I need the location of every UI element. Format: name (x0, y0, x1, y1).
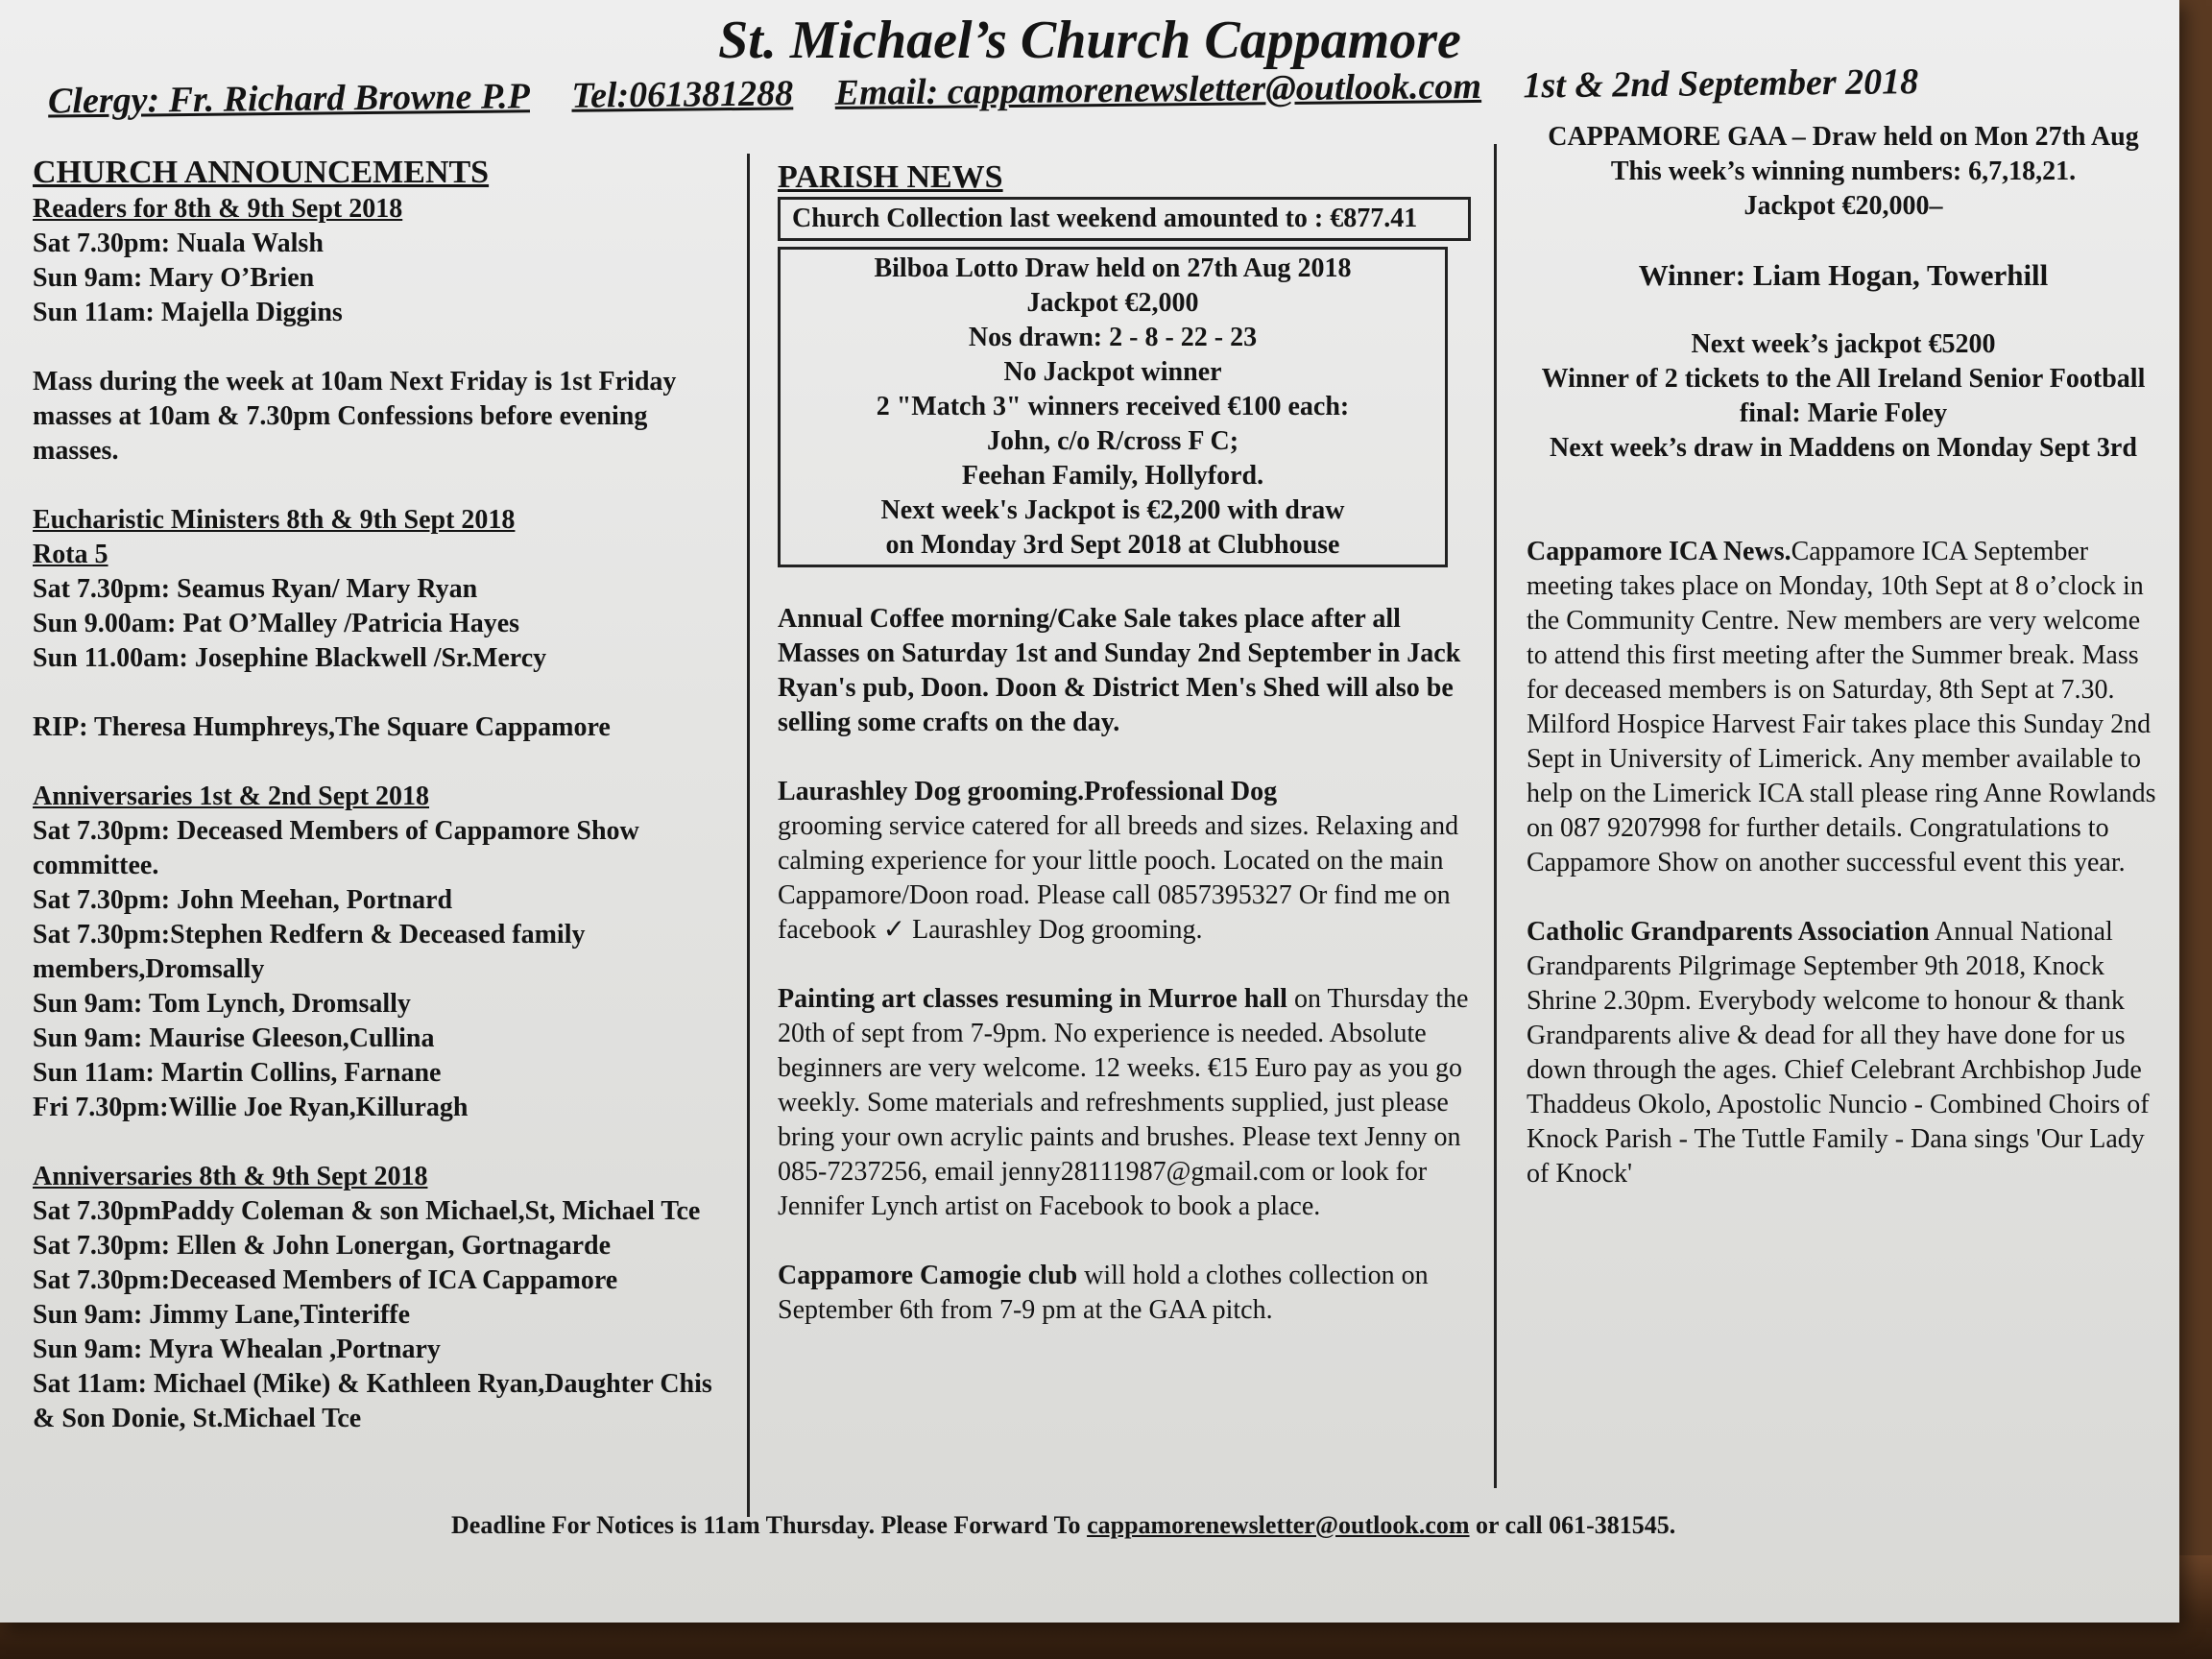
list-item: Sun 9.00am: Pat O’Malley /Patricia Hayes (33, 609, 520, 638)
list-item: Sun 9am: Maurise Gleeson,Cullina (33, 1023, 435, 1053)
art-classes (778, 982, 1469, 1224)
issue-dates: 1st & 2nd September 2018 (1523, 61, 1919, 107)
list-item: Fri 7.30pm:Willie Joe Ryan,Killuragh (33, 1093, 469, 1122)
anniversaries-title: Anniversaries 1st & 2nd Sept 2018 (33, 781, 430, 811)
ica-body: Cappamore ICA September meeting takes place on Monday, 10th Sept at 8 o’clock in the Community Centre. New members are very welcome to attend this first meeting after the Summer break. Mass for deceased members is on Saturday, 8th Sept at 7.30. Milford Hospice Harvest Fair takes place this Sunday 2nd Sept in University of Limerick. Any member available to help on the Limerick ICA stall please ring Anne Rowlands on 087 9207998 for further details. Congratulations to Cappamore Show on another successful event this year. (1527, 537, 2156, 878)
gaa-line: Winner of 2 tickets to the All Ireland Senior Football final: Marie Foley (1541, 364, 2146, 428)
collection-box (778, 197, 1471, 241)
footer-email: cappamorenewsletter@outlook.com (1087, 1511, 1470, 1539)
column-divider (1494, 144, 1497, 1488)
list-item: Sat 7.30pmPaddy Coleman & son Michael,St, Michael Tce (33, 1196, 701, 1226)
gaa-line: This week’s winning numbers: 6,7,18,21. (1610, 156, 2077, 186)
list-item: Sat 11am: Michael (Mike) & Kathleen Ryan,Daughter Chis & Son Donie, St.Michael Tce (33, 1369, 712, 1433)
list-item: Sat 7.30pm: Nuala Walsh (33, 228, 324, 258)
footer (451, 1511, 1675, 1540)
art-body: on Thursday the 20th of sept from 7-9pm. No experience is needed. Absolute beginners are very welcome. 12 weeks. €15 Euro pay as you go weekly. Some materials and refreshments supplied, just please bring your own acrylic paints and brushes. Please text Jenny on 085-7237256, email jenny28111987@gmail.com or look for Jennifer Lynch artist on Facebook to book a place. (778, 984, 1469, 1221)
list-item: Sun 11am: Majella Diggins (33, 298, 343, 327)
lotto-line: Jackpot €2,000 (1026, 288, 1199, 318)
lotto-line: Bilboa Lotto Draw held on 27th Aug 2018 (874, 253, 1352, 283)
cga-body: Annual National Grandparents Pilgrimage September 9th 2018, Knock Shrine 2.30pm. Everybody welcome to honour & thank Grandparents alive & dead for all they have done for us down through the ages. Chief Celebrant Archbishop Jude Thaddeus Okolo, Apostolic Nuncio - Combined Choirs of Knock Parish - The Tuttle Family - Dana sings 'Our Lady of Knock' (1527, 917, 2150, 1189)
list-item: Sat 7.30pm: Ellen & John Lonergan, Gortnagarde (33, 1231, 612, 1261)
list-item: Sun 9am: Tom Lynch, Dromsally (33, 989, 411, 1019)
page-title: St. Michael’s Church Cappamore (718, 11, 1461, 70)
list-item: Sat 7.30pm: Seamus Ryan/ Mary Ryan (33, 574, 478, 604)
list-item: Sun 9am: Myra Whealan ,Portnary (33, 1334, 441, 1364)
dog-body: grooming service catered for all breeds and sizes. Relaxing and calming experience for your little pooch. Located on the main Cappamore/Doon road. Please call 0857395327 Or find me on facebook ✓ Laurashley Dog grooming. (778, 811, 1459, 945)
telephone: Tel:061381288 (571, 73, 794, 116)
column-parish-news (778, 158, 1469, 1328)
camogie-title: Cappamore Camogie club (778, 1261, 1078, 1290)
column-announcements (33, 154, 733, 1436)
rota: Rota 5 (33, 540, 108, 569)
list-item: Sun 9am: Mary O’Brien (33, 263, 315, 293)
list-item: Sun 11.00am: Josephine Blackwell /Sr.Mercy (33, 643, 547, 673)
gaa-line: Next week’s jackpot €5200 (1691, 329, 1996, 359)
section-heading: CHURCH ANNOUNCEMENTS (33, 155, 490, 190)
section-heading: PARISH NEWS (778, 159, 1003, 195)
camogie (778, 1259, 1469, 1328)
gaa-line: CAPPAMORE GAA – Draw held on Mon 27th Aug (1548, 122, 2139, 152)
lotto-line: No Jackpot winner (1003, 357, 1222, 387)
clergy: Clergy: Fr. Richard Browne P.P (47, 76, 531, 122)
grandparents-association (1527, 915, 2160, 1191)
anniversaries-title: Anniversaries 8th & 9th Sept 2018 (33, 1162, 428, 1191)
dog-grooming (778, 775, 1469, 948)
gaa-line: Jackpot €20,000– (1743, 191, 1943, 221)
email: Email: cappamorenewsletter@outlook.com (834, 65, 1482, 113)
lotto-line: Nos drawn: 2 - 8 - 22 - 23 (968, 323, 1258, 352)
dog-title: Laurashley Dog grooming.Professional Dog (778, 777, 1278, 806)
lotto-line: 2 "Match 3" winners received €100 each: (876, 392, 1350, 421)
list-item: Sun 11am: Martin Collins, Farnane (33, 1058, 442, 1088)
rip-notice: RIP: Theresa Humphreys,The Square Cappamore (33, 712, 611, 742)
camogie-body: will hold a clothes collection on September 6th from 7-9 pm at the GAA pitch. (778, 1261, 1429, 1325)
list-item: Sat 7.30pm:Deceased Members of ICA Cappamore (33, 1265, 618, 1295)
lotto-line: Feehan Family, Hollyford. (961, 461, 1264, 491)
coffee-morning: Annual Coffee morning/Cake Sale takes place after all Masses on Saturday 1st and Sunday 2nd September in Jack Ryan's pub, Doon. Doon & District Men's Shed will also be selling some crafts on the day. (778, 604, 1461, 737)
mass-note: Mass during the week at 10am Next Friday is 1st Friday masses at 10am & 7.30pm Confessions before evening masses. (33, 367, 677, 466)
gaa-winner: Winner: Liam Hogan, Towerhill (1638, 258, 2049, 292)
ica-title: Cappamore ICA News. (1527, 537, 1791, 566)
footer-call: or call 061-381545. (1469, 1511, 1676, 1539)
cga-title: Catholic Grandparents Association (1527, 917, 1930, 947)
list-item: Sun 9am: Jimmy Lane,Tinteriffe (33, 1300, 411, 1330)
footer-text: Deadline For Notices is 11am Thursday. Please Forward To (451, 1511, 1088, 1539)
column-divider (747, 154, 750, 1517)
art-title: Painting art classes resuming in Murroe hall (778, 984, 1287, 1014)
column-gaa-ica (1527, 120, 2160, 1191)
lotto-box (778, 247, 1448, 567)
list-item: Sat 7.30pm:Stephen Redfern & Deceased family members,Dromsally (33, 920, 586, 984)
lotto-line: Next week's Jackpot is €2,200 with draw (880, 495, 1345, 525)
gaa-line: Next week’s draw in Maddens on Monday Sept 3rd (1550, 433, 2137, 463)
gaa-draw (1527, 120, 2160, 466)
collection-text: Church Collection last weekend amounted to : €877.41 (792, 204, 1418, 233)
readers-title: Readers for 8th & 9th Sept 2018 (33, 194, 403, 224)
ica-news (1527, 535, 2160, 880)
ministers-title: Eucharistic Ministers 8th & 9th Sept 2018 (33, 505, 516, 535)
lotto-line: on Monday 3rd Sept 2018 at Clubhouse (885, 530, 1340, 560)
list-item: Sat 7.30pm: Deceased Members of Cappamore Show committee. (33, 816, 639, 880)
lotto-line: John, c/o R/cross F C; (986, 426, 1239, 456)
list-item: Sat 7.30pm: John Meehan, Portnard (33, 885, 453, 915)
